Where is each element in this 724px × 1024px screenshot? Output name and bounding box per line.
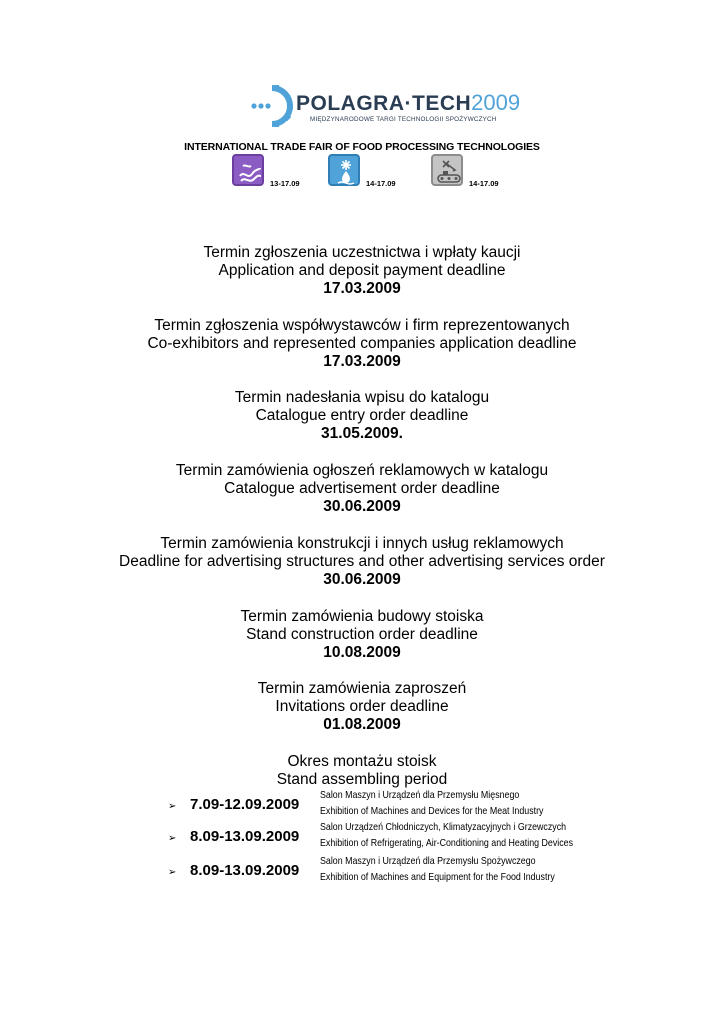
assembly-description [320, 854, 555, 886]
assembly-desc-en: Exhibition of Machines and Equipment for the Food Industry [320, 872, 555, 883]
deadline-en: Catalogue entry order deadline [255, 407, 469, 425]
deadline-pl: Termin zgłoszenia współwystawców i firm reprezentowanych [154, 317, 570, 334]
arrow-bullet-icon: ➢ [168, 867, 177, 878]
deadline-pl: Termin zamówienia budowy stoiska [240, 608, 484, 625]
brand-year: 2009 [471, 90, 521, 115]
snowflake-drop-icon [328, 154, 360, 186]
deadline-en: Stand construction order deadline [246, 626, 478, 644]
deadline-en: Co-exhibitors and represented companies application deadline [147, 335, 577, 353]
assembly-period: 8.09-13.09.2009 [190, 828, 300, 845]
assembly-description [320, 788, 543, 820]
deadline-block [0, 317, 724, 372]
fair-title: INTERNATIONAL TRADE FAIR OF FOOD PROCESSING TECHNOLOGIES [184, 141, 540, 153]
assembly-heading [0, 753, 724, 789]
event-date-3: 14-17.09 [469, 179, 499, 188]
event-date-1: 13-17.09 [270, 179, 300, 188]
polagra-tech-logo [248, 84, 521, 130]
assembly-period: 7.09-12.09.2009 [190, 796, 300, 813]
deadline-en: Application and deposit payment deadline [218, 262, 506, 280]
assembly-period: 8.09-13.09.2009 [190, 862, 300, 879]
assembly-en: Stand assembling period [276, 771, 448, 789]
deadline-block [0, 244, 724, 299]
assembly-desc-pl: Salon Maszyn i Urządzeń dla Przemysłu Mięsnego [320, 790, 520, 801]
deadline-pl: Termin zamówienia zaproszeń [257, 680, 467, 697]
assembly-desc-pl: Salon Urządzeń Chłodniczych, Klimatyzacyjnych i Grzewczych [320, 822, 567, 833]
deadline-block [0, 608, 724, 663]
assembly-pl: Okres montażu stoisk [287, 753, 437, 770]
deadline-block [0, 389, 724, 444]
deadline-date: 30.06.2009 [323, 498, 401, 516]
assembly-description [320, 820, 573, 852]
deadline-block [0, 535, 724, 590]
deadline-date: 17.03.2009 [323, 280, 401, 298]
arrow-bullet-icon: ➢ [168, 801, 177, 812]
deadline-block [0, 462, 724, 517]
deadline-pl: Termin nadesłania wpisu do katalogu [234, 389, 490, 406]
deadline-pl: Termin zgłoszenia uczestnictwa i wpłaty kaucji [203, 244, 521, 261]
arrow-bullet-icon: ➢ [168, 833, 177, 844]
conveyor-icon [431, 154, 463, 186]
meat-hands-icon [232, 154, 264, 186]
deadline-en: Catalogue advertisement order deadline [224, 480, 500, 498]
deadline-block [0, 680, 724, 735]
deadline-en: Invitations order deadline [275, 698, 449, 716]
deadline-pl: Termin zamówienia konstrukcji i innych usług reklamowych [160, 535, 564, 552]
brand-name: POLAGRA·TECH2009 [296, 90, 521, 115]
deadline-date: 30.06.2009 [323, 571, 401, 589]
deadline-date: 01.08.2009 [323, 716, 401, 734]
assembly-desc-en: Exhibition of Refrigerating, Air-Conditioning and Heating Devices [320, 838, 574, 849]
gear-logo-icon [248, 84, 294, 130]
deadline-date: 31.05.2009. [321, 425, 403, 443]
deadline-date: 10.08.2009 [323, 644, 401, 662]
deadline-en: Deadline for advertising structures and other advertising services order [119, 553, 605, 571]
deadline-pl: Termin zamówienia ogłoszeń reklamowych w katalogu [175, 462, 549, 479]
deadline-date: 17.03.2009 [323, 353, 401, 371]
assembly-desc-pl: Salon Maszyn i Urządzeń dla Przemysłu Spożywczego [320, 856, 536, 867]
event-date-2: 14-17.09 [366, 179, 396, 188]
brand-subtitle: MIĘDZYNARODOWE TARGI TECHNOLOGII SPOŻYWCZYCH [310, 116, 497, 123]
assembly-desc-en: Exhibition of Machines and Devices for the Meat Industry [320, 806, 544, 817]
